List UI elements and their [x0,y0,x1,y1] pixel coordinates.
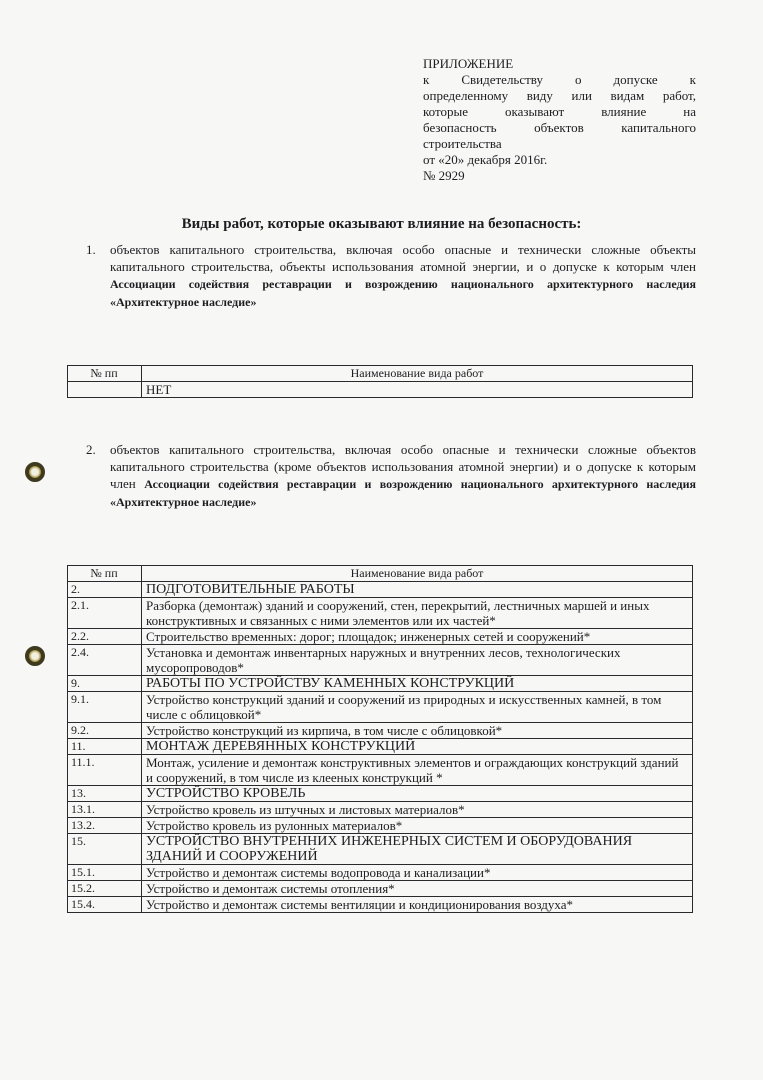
section-1-text: объектов капитального строительства, включая особо опасные и технически сложные объекты капитального строительства, объекты использования атомной энергии, и о допуске к которым член [110,242,696,274]
row-num: 11. [68,739,142,755]
row-num: 2.4. [68,645,142,676]
row-name: Разборка (демонтаж) зданий и сооружений, стен, перекрытий, лестничных маршей и иных конструктивных и связанных с ними элементов или их частей* [142,598,693,629]
appendix-number: № 2929 [423,168,465,183]
appendix-line: к Свидетельству о допуске к [423,72,696,87]
row-name: Устройство и демонтаж системы вентиляции и кондиционирования воздуха* [142,897,693,913]
row-num [68,382,142,398]
appendix-title: ПРИЛОЖЕНИЕ [423,56,514,71]
table-header-row [68,566,693,582]
table-row [68,692,693,723]
row-num: 13.2. [68,818,142,834]
appendix-block [423,56,696,184]
table-row [68,645,693,676]
row-name: Устройство конструкций из кирпича, в том числе с облицовкой* [142,723,693,739]
appendix-date: от «20» декабря 2016г. [423,152,548,167]
row-num: 13. [68,786,142,802]
row-num: 9. [68,676,142,692]
row-num: 15.2. [68,881,142,897]
row-section-name: МОНТАЖ ДЕРЕВЯННЫХ КОНСТРУКЦИЙ [142,739,693,755]
row-section-name: УСТРОЙСТВО ВНУТРЕННИХ ИНЖЕНЕРНЫХ СИСТЕМ И ОБОРУДОВАНИЯ ЗДАНИЙ И СООРУЖЕНИЙ [142,834,693,865]
row-name: Устройство и демонтаж системы отопления* [142,881,693,897]
binder-hole-ring [25,462,45,482]
table-row [68,755,693,786]
section-2-paragraph [86,441,696,511]
table-row [68,723,693,739]
table-row [68,897,693,913]
row-num: 2.1. [68,598,142,629]
header-name: Наименование вида работ [142,566,693,582]
row-name: Монтаж, усиление и демонтаж конструктивных элементов и ограждающих конструкций зданий и сооружений, в том числе из клееных конструкций * [142,755,693,786]
appendix-line: строительства [423,136,502,151]
section-2-text: объектов капитального строительства, включая особо опасные и технически сложные объектов капитального строительства (кроме объектов использования атомной энергии) и о допуске к которым член [110,442,696,491]
table-row [68,786,693,802]
row-num: 9.1. [68,692,142,723]
section-1-paragraph [86,241,696,311]
table-row [68,881,693,897]
table-row [68,382,693,398]
table-header-row [68,366,693,382]
binder-hole-ring [25,646,45,666]
row-num: 15. [68,834,142,865]
row-section-name: РАБОТЫ ПО УСТРОЙСТВУ КАМЕННЫХ КОНСТРУКЦИЙ [142,676,693,692]
works-table-1 [67,365,693,398]
row-num: 9.2. [68,723,142,739]
header-num: № пп [68,566,142,582]
table-row [68,582,693,598]
section-1-bold-text: Ассоциации содействия реставрации и возрождению национального архитектурного наследия «Архитектурное наследие» [110,277,696,309]
works-table-2 [67,565,693,913]
section-2-number: 2. [86,442,96,457]
row-num: 13.1. [68,802,142,818]
table-row [68,818,693,834]
appendix-line: безопасность объектов капитального [423,120,696,135]
row-num: 2. [68,582,142,598]
main-title: Виды работ, которые оказывают влияние на безопасность: [181,216,582,232]
appendix-line: которые оказывают влияние на [423,104,696,119]
row-section-name: ПОДГОТОВИТЕЛЬНЫЕ РАБОТЫ [142,582,693,598]
table-row [68,629,693,645]
row-num: 2.2. [68,629,142,645]
row-name: Строительство временных: дорог; площадок; инженерных сетей и сооружений* [142,629,693,645]
header-num: № пп [68,366,142,382]
table-row [68,598,693,629]
row-name: Устройство кровель из штучных и листовых материалов* [142,802,693,818]
table-row [68,739,693,755]
table-row [68,865,693,881]
row-num: 15.1. [68,865,142,881]
section-2-bold-text: Ассоциации содействия реставрации и возрождению национального архитектурного наследия «Архитектурное наследие» [110,477,696,509]
row-name: Устройство кровель из рулонных материалов* [142,818,693,834]
row-section-name: УСТРОЙСТВО КРОВЕЛЬ [142,786,693,802]
row-name: Установка и демонтаж инвентарных наружных и внутренних лесов, технологических мусоропроводов* [142,645,693,676]
row-name: Устройство и демонтаж системы водопровода и канализации* [142,865,693,881]
table-row [68,676,693,692]
row-name: Устройство конструкций зданий и сооружений из природных и искусственных камней, в том числе с облицовкой* [142,692,693,723]
section-1-number: 1. [86,242,96,257]
table-row [68,834,693,865]
appendix-line: определенному виду или видам работ, [423,88,696,103]
row-num: 11.1. [68,755,142,786]
row-name: НЕТ [142,382,693,398]
table-row [68,802,693,818]
header-name: Наименование вида работ [142,366,693,382]
row-num: 15.4. [68,897,142,913]
